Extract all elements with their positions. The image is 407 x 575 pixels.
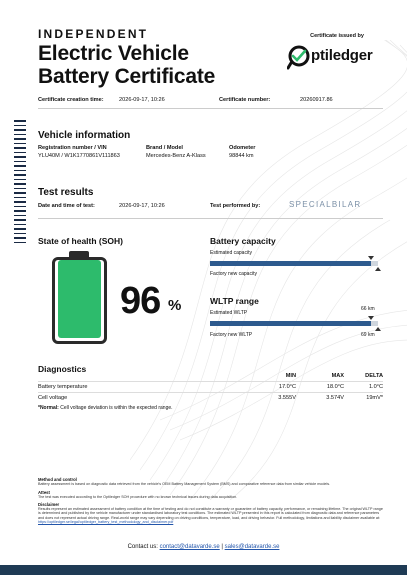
attest-text: The test was executed according to the Optiledger SOH procedure with no known technical issues during data acquisition.	[38, 495, 238, 499]
row-min: 17.0°C	[248, 382, 296, 393]
row-label: Cell voltage	[38, 393, 248, 404]
test-performed-label: Test performed by:	[210, 203, 261, 209]
factory-capacity-label: Factory new capacity	[210, 271, 257, 277]
table-row	[38, 393, 383, 404]
specialbilar-wordmark: SPECIALBILAR	[289, 200, 362, 209]
capacity-bar	[210, 261, 378, 266]
attest-heading: Attest	[38, 490, 50, 495]
contact-prefix: Contact us:	[127, 544, 160, 550]
method-heading: Method and control	[38, 477, 77, 482]
row-max: 3.574V	[296, 393, 344, 404]
side-barcode-stripes	[14, 120, 26, 250]
optiledger-logo	[287, 44, 387, 70]
diagnostics-note	[38, 405, 173, 411]
vehicle-heading: Vehicle information	[38, 130, 131, 141]
row-delta: 19mV*	[344, 393, 383, 404]
factory-wltp-marker	[375, 327, 381, 331]
footer-bar	[0, 565, 407, 575]
row-delta: 1.0°C	[344, 382, 383, 393]
issued-by-label: Certificate issued by	[310, 33, 364, 39]
estimated-capacity-label: Estimated capacity	[210, 250, 252, 256]
battery-fill-level	[58, 260, 101, 338]
disclaimer-body: Results represent an estimated assessment of battery condition at the time of testing and do not constitute a warranty or guarantee of battery capacity, performance, or remaining lifetime. The original WLTP range is determined and published by the vehicle manufacturer under standardised laboratory test conditions. The estimated WLTP presented in this report is calculated from diagnostic data and reference parameters and does not represent actual driving range. Real-world range may vary depending on driving conditions, temperature, load, and driving behavior. Full methodology, limitations and liability disclaimer available at:	[38, 507, 383, 520]
test-results-heading: Test results	[38, 187, 94, 198]
sales-email-link[interactable]: sales@datavarde.se	[224, 544, 280, 550]
column-header-max: MAX	[331, 373, 344, 379]
wltp-heading: WLTP range	[210, 296, 259, 306]
wltp-bar-fill	[210, 321, 371, 326]
method-text: Battery assessment is based on diagnostic data retrieved from the vehicle's OEM Battery Management System (BMS) and comparative reference data from similar vehicle models.	[38, 482, 331, 486]
column-header-min: MIN	[285, 373, 296, 379]
brand-model-value: Mercedes-Benz A-Klass	[146, 153, 206, 159]
decorative-swirl	[130, 40, 407, 500]
diagnostics-table	[38, 372, 383, 403]
table-row	[38, 382, 383, 393]
estimated-wltp-value: 66 km	[361, 306, 375, 312]
disclaimer-heading: Disclaimer	[38, 502, 60, 507]
test-date-label: Date and time of test:	[38, 203, 95, 209]
row-min: 3.555V	[248, 393, 296, 404]
battery-icon	[52, 257, 107, 344]
factory-wltp-value: 69 km	[361, 332, 375, 338]
soh-unit: %	[168, 297, 182, 314]
estimated-wltp-marker	[368, 316, 374, 320]
estimated-wltp-label: Estimated WLTP	[210, 310, 248, 316]
registration-label: Registration number / VIN	[38, 145, 107, 151]
factory-wltp-label: Factory new WLTP	[210, 332, 253, 338]
certificate-number-label: Certificate number:	[219, 97, 271, 103]
registration-value: YLU40M / W1K1770861V111863	[38, 153, 120, 159]
divider	[38, 108, 383, 109]
optiledger-o-icon	[287, 44, 311, 70]
specialbilar-logo	[289, 200, 362, 209]
column-header-delta: DELTA	[365, 373, 383, 379]
odometer-value: 98844 km	[229, 153, 254, 159]
diagnostics-heading: Diagnostics	[38, 364, 87, 374]
note-text: Cell voltage deviation is within the expected range.	[58, 405, 173, 411]
capacity-bar-fill	[210, 261, 371, 266]
certificate-number-value: 20260917.86	[300, 97, 333, 103]
table-header-row	[38, 372, 383, 382]
test-date-value: 2026-09-17, 10:26	[119, 203, 165, 209]
row-label: Battery temperature	[38, 382, 248, 393]
odometer-label: Odometer	[229, 145, 256, 151]
creation-time-label: Certificate creation time:	[38, 97, 104, 103]
header-kicker: INDEPENDENT	[38, 27, 149, 41]
creation-time-value: 2026-09-17, 10:26	[119, 97, 165, 103]
brand-model-label: Brand / Model	[146, 145, 183, 151]
disclaimer-text	[38, 507, 383, 525]
soh-value: 96	[120, 280, 161, 322]
soh-heading: State of health (SOH)	[38, 236, 124, 246]
title-line-1: Electric Vehicle	[38, 42, 189, 65]
contact-line	[0, 544, 407, 550]
estimated-capacity-marker	[368, 256, 374, 260]
title-line-2: Battery Certificate	[38, 65, 216, 88]
contact-email-link[interactable]: contact@datavarde.se	[159, 544, 220, 550]
wltp-bar	[210, 321, 378, 326]
contact-separator: |	[219, 544, 225, 550]
divider	[38, 218, 383, 219]
capacity-heading: Battery capacity	[210, 236, 276, 246]
disclaimer-link[interactable]: https://optiledger.se/legal/optiledger_battery_test_methodology_and_disclaimer.pdf	[38, 520, 174, 525]
logo-wordmark: ptiledger	[311, 47, 373, 64]
row-max: 18.0°C	[296, 382, 344, 393]
certificate-title	[38, 42, 215, 88]
factory-capacity-marker	[375, 267, 381, 271]
note-label: *Normal:	[38, 405, 59, 411]
